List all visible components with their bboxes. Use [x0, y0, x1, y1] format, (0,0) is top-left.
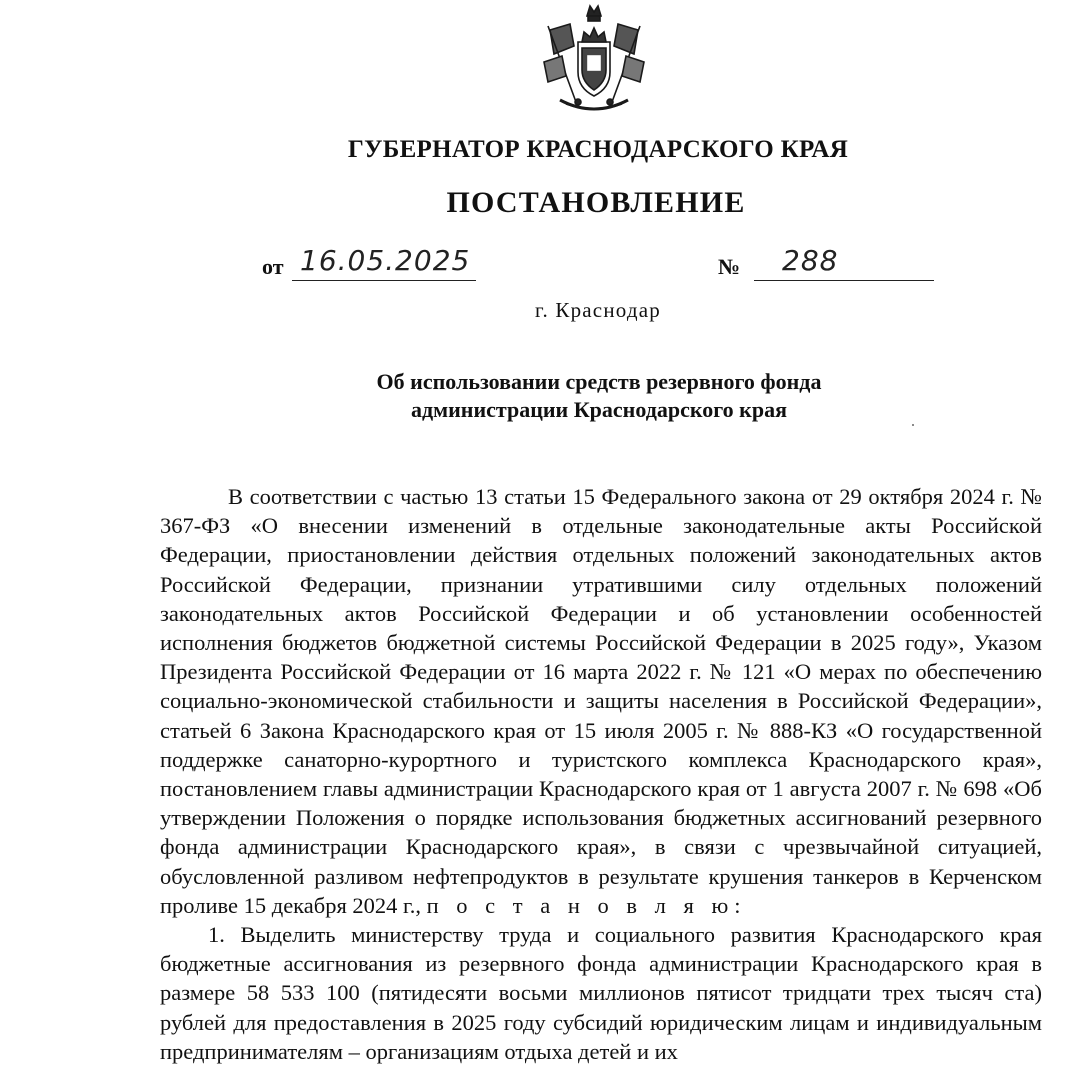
- document-body: [160, 482, 1042, 1066]
- resolve-word: п о с т а н о в л я ю:: [426, 892, 747, 918]
- item-1-paragraph: 1. Выделить министерству труда и социального развития Краснодарского края бюджетные ассигнования из резервного фонда администрации Краснодарского края в размере 58 533 100 (пятидесяти восьми миллионов пятисот тридцати трех тысяч ста) рублей для предоставления в 2025 году субсидий юридическим лицам и индивидуальным предпринимателям – организациям отдыха детей и их: [160, 922, 1042, 1064]
- date-number-row: [262, 244, 962, 288]
- preamble-paragraph: [160, 482, 1042, 920]
- number-handwritten-value: 288: [782, 244, 839, 277]
- preamble-text: В соответствии с частью 13 статьи 15 Федерального закона от 29 октября 2024 г. № 367-ФЗ «О внесении изменений в отдельные законодательные акты Российской Федерации, приостановлении действия отдельных положений законодательных актов Российской Федерации, признании утратившими силу отдельных положений законодательных актов Российской Федерации и об установлении особенностей исполнения бюджетов бюджетной системы Российской Федерации в 2025 году», Указом Президента Российской Федерации от 16 марта 2022 г. № 121 «О мерах по обеспечению социально-экономической стабильности и защиты населения в Российской Федерации», статьей 6 Закона Краснодарского края от 15 июля 2005 г. № 888-КЗ «О государственной поддержке санаторно-курортного и туристского комплекса Краснодарского края», постановлением главы администрации Краснодарского края от 1 августа 2007 г. № 698 «Об утверждении Положения о порядке использования бюджетных ассигнований резервного фонда администрации Краснодарского края», в связи с чрезвычайной ситуацией, обусловленной разливом нефтепродуктов в результате крушения танкеров в Керченском проливе 15 декабря 2024 г.,: [160, 484, 1042, 918]
- date-handwritten-value: 16.05.2025: [300, 244, 471, 277]
- date-prefix-label: от: [262, 254, 284, 279]
- subject-line-1: Об использовании средств резервного фонда: [376, 369, 822, 394]
- coat-of-arms-emblem: [540, 2, 648, 118]
- date-field: [292, 244, 476, 281]
- number-field: [754, 244, 934, 281]
- document-type-title: ПОСТАНОВЛЕНИЕ: [446, 186, 746, 219]
- subject-line-2: администрации Краснодарского края: [410, 397, 787, 422]
- number-prefix-label: №: [718, 254, 741, 279]
- city-label: г. Краснодар: [535, 298, 661, 322]
- document-subject: [0, 368, 1080, 424]
- scan-speck: [912, 424, 914, 426]
- issuing-authority-title: ГУБЕРНАТОР КРАСНОДАРСКОГО КРАЯ: [347, 136, 849, 163]
